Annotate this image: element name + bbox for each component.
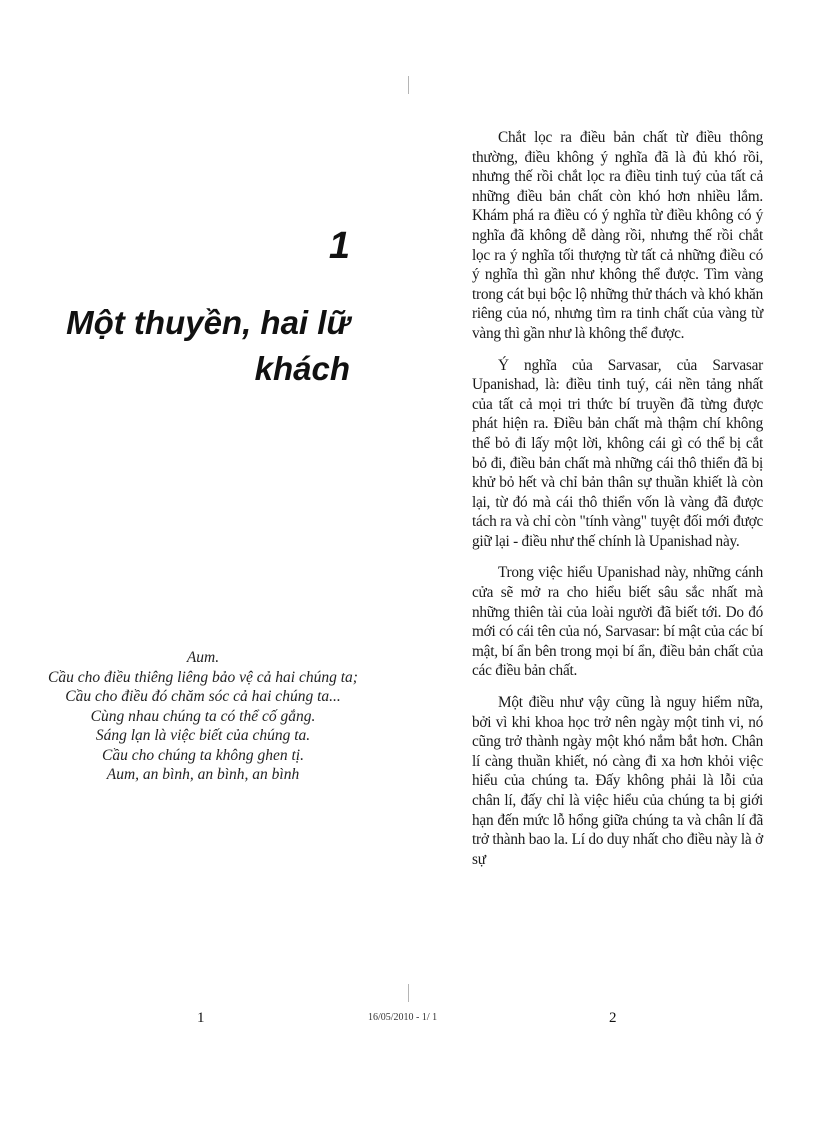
body-paragraph: Chắt lọc ra điều bản chất từ điều thông thường, điều không ý nghĩa đã là đủ khó rồi, nhưng thế rồi chắt lọc ra điều tinh tuý của tất cả những điều bản chất còn khó hơn nhiều lắm. Khám phá ra điều có ý nghĩa từ điều không có ý nghĩa đã không dễ dàng rồi, nhưng thế rồi chắt lọc ra ý nghĩa tối thượng từ tất cả những điều có ý nghĩa thì gần như không thể được. Tìm vàng trong cát bụi bộc lộ những thử thách và khó khăn riêng của nó, nhưng tìm ra tinh chất của vàng từ vàng thì gần như là không thể được.	[472, 129, 763, 342]
chapter-number: 1	[328, 225, 350, 267]
body-paragraph: Một điều như vậy cũng là nguy hiểm nữa, bởi vì khi khoa học trở nên ngày một tinh vi, nó cũng trở thành ngày một khó nắm bắt hơn. Chân lí càng thuần khiết, nó càng đi xa hơn khỏi việc hiểu của chúng ta. Đấy không phải là lỗi của chân lí, đấy chỉ là việc hiểu của chúng ta bị giới hạn đến mức lỗ hổng giữa chúng ta và chân lí đã trở thành bao la. Lí do duy nhất cho điều này là ở sự	[472, 694, 763, 868]
invocation-line: Aum, an bình, an bình, an bình	[106, 766, 300, 783]
left-page-number: 1	[197, 1010, 205, 1026]
body-paragraph: Ý nghĩa của Sarvasar, của Sarvasar Upanishad, là: điều tinh tuý, cái nền tảng nhất của tất cả mọi tri thức bí truyền đã từng được phát hiện ra. Điều bản chất mà thậm chí không thể bỏ đi lấy một lời, không cái gì có thể bị cắt bỏ đi, điều bản chất mà những cái thô thiển đã bị khử bỏ hết và chỉ bản thân sự thuần khiết là còn lại, từ đó mà cái thô thiển vốn là vàng đã được tách ra và chỉ còn "tính vàng" tuyệt đối mới được giữ lại - điều như thế chính là Upanishad này.	[472, 356, 763, 550]
chapter-title-line-2: khách	[254, 350, 350, 387]
invocation-verse	[30, 648, 376, 785]
body-paragraph: Trong việc hiểu Upanishad này, những cánh cửa sẽ mở ra cho hiểu biết sâu sắc nhất mà những thiên tài của loài người đã biết tới. Do đó mới có cái tên của nó, Sarvasar: bí mật của các bí mật, bí ẩn bên trong mọi bí ẩn, điều bản chất của các điều bản chất.	[472, 564, 763, 680]
print-stamp: 16/05/2010 - 1/ 1	[368, 1012, 438, 1023]
body-text-column	[472, 128, 763, 881]
invocation-line: Cùng nhau chúng ta có thể cố gắng.	[90, 707, 316, 725]
invocation-line: Aum.	[186, 649, 220, 666]
center-divider-top	[408, 76, 409, 94]
center-divider-bottom	[408, 984, 409, 1002]
chapter-heading	[50, 222, 350, 392]
chapter-title-line-1: Một thuyền, hai lữ	[66, 304, 350, 341]
invocation-line: Cầu cho điều thiêng liêng bảo vệ cả hai chúng ta;	[48, 668, 358, 686]
chapter-title	[50, 300, 350, 392]
invocation-line: Sáng lạn là việc biết của chúng ta.	[95, 727, 311, 744]
invocation-line: Cầu cho điều đó chăm sóc cả hai chúng ta...	[65, 688, 341, 705]
invocation-line: Cầu cho chúng ta không ghen tị.	[102, 746, 304, 764]
right-page-number: 2	[609, 1010, 617, 1026]
